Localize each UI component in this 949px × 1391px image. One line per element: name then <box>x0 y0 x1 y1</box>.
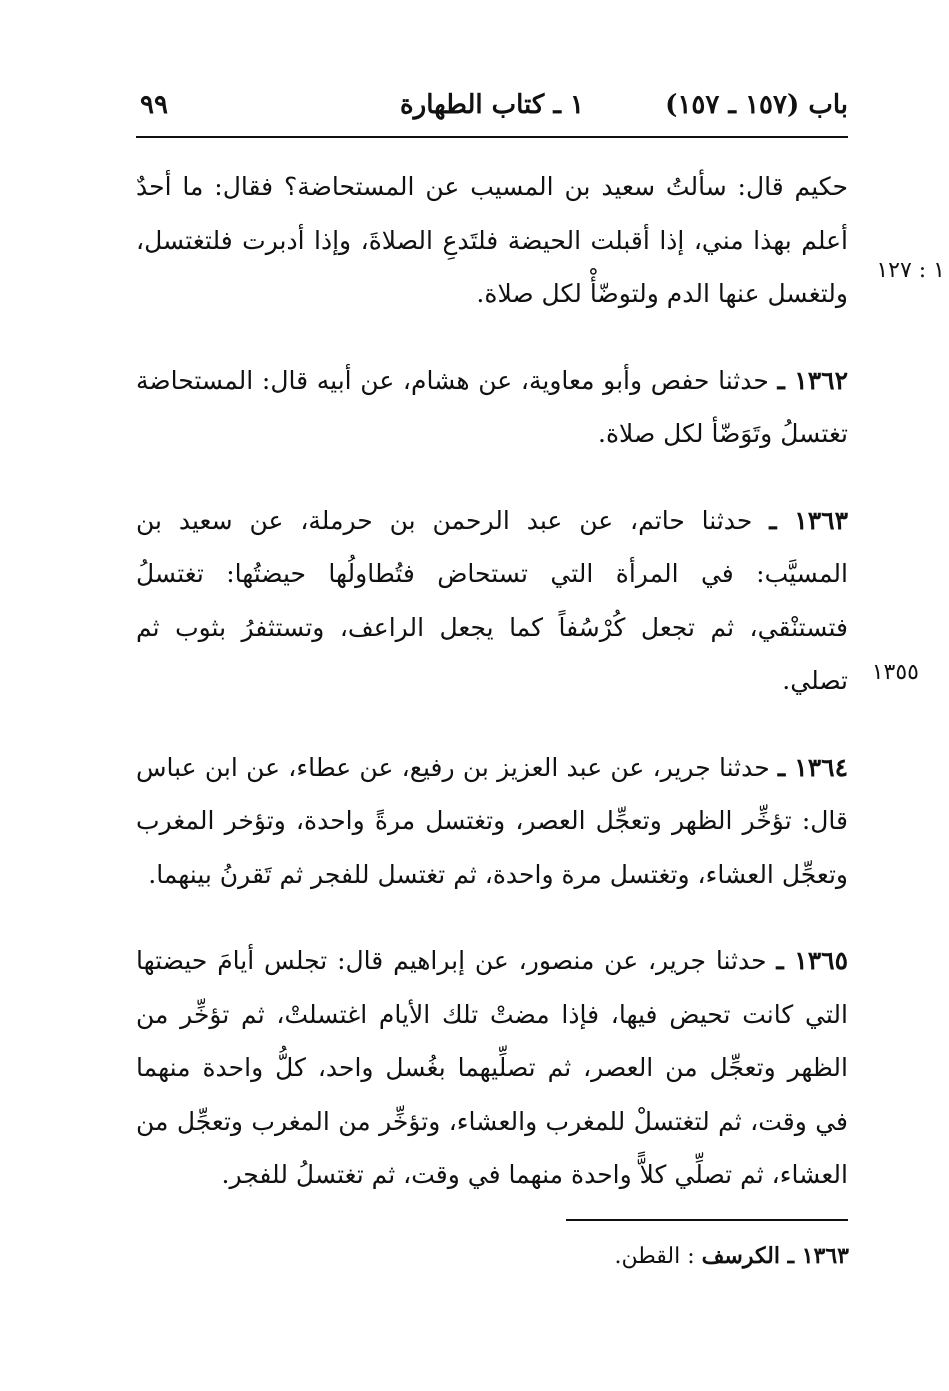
book-title: ١ ـ كتاب الطهارة <box>400 90 584 120</box>
main-text <box>136 160 848 1202</box>
hadith-text: حدثنا حاتم، عن عبد الرحمن بن حرملة، عن سعيد بن المسيَّب: في المرأة التي تستحاض فتُطاولُها حيضتُها: تغتسلُ فتستنْقي، ثم تجعل كُرْسُفاً كما يجعل الراعف، وتستثفرُ بثوب ثم تصلي. <box>136 505 848 695</box>
hadith-text: حدثنا جرير، عن منصور، عن إبراهيم قال: تجلس أيامَ حيضتها التي كانت تحيض فيها، فإذا مضتْ تلك الأيام اغتسلتْ، ثم تؤخِّر من الظهر وتعجِّل من العصر، ثم تصلِّيهما بغُسل واحد، كلُّ واحدة منهما في وقت، ثم لتغتسلْ للمغرب والعشاء، وتؤخِّر من المغرب وتعجِّل من العشاء، ثم تصلِّي كلاًّ واحدة منهما في وقت، ثم تغتسلُ للفجر. <box>136 946 848 1189</box>
hadith-number: ١٣٦٤ ـ <box>777 752 848 782</box>
hadith-paragraph <box>136 741 848 902</box>
hadith-paragraph <box>136 934 848 1202</box>
hadith-number: ١٣٦٥ ـ <box>776 946 849 975</box>
page-number: ٩٩ <box>140 90 168 120</box>
footnote-label: ١٣٦٣ ـ الكرسف <box>701 1243 849 1269</box>
footnote <box>615 1243 849 1269</box>
hadith-paragraph <box>136 354 848 461</box>
paragraph-text: حكيم قال: سألتُ سعيد بن المسيب عن المستحاضة؟ فقال: ما أحدٌ أعلم بهذا مني، إذا أقبلت الحيضة فلتَدعِ الصلاةَ، وإذا أدبرت فلتغتسل، ولتغسل عنها الدم ولتوضّأْ لكل صلاة. <box>136 172 848 308</box>
margin-reference: ١ : ١٢٧ <box>876 258 945 283</box>
chapter-title: باب (١٥٧ ـ ١٥٧) <box>665 90 848 120</box>
paragraph <box>136 160 848 321</box>
running-header <box>136 84 848 130</box>
hadith-text: حدثنا حفص وأبو معاوية، عن هشام، عن أبيه قال: المستحاضة تغتسلُ وتَوَضّأ لكل صلاة. <box>136 365 848 448</box>
footnote-text: : القطن. <box>614 1244 695 1269</box>
hadith-number: ١٣٦٣ ـ <box>769 505 849 535</box>
header-divider <box>136 136 848 138</box>
footnote-divider <box>566 1219 848 1221</box>
hadith-paragraph <box>136 494 848 708</box>
hadith-text: حدثنا جرير، عن عبد العزيز بن رفيع، عن عطاء، عن ابن عباس قال: تؤخِّر الظهر وتعجِّل العصر، وتغتسل مرةً واحدة، وتؤخر المغرب وتعجِّل العشاء، وتغتسل مرة واحدة، ثم تغتسل للفجر ثم تَقرنُ بينهما. <box>136 752 848 889</box>
margin-reference: ١٣٥٥ <box>871 660 919 685</box>
hadith-number: ١٣٦٢ ـ <box>777 365 848 395</box>
